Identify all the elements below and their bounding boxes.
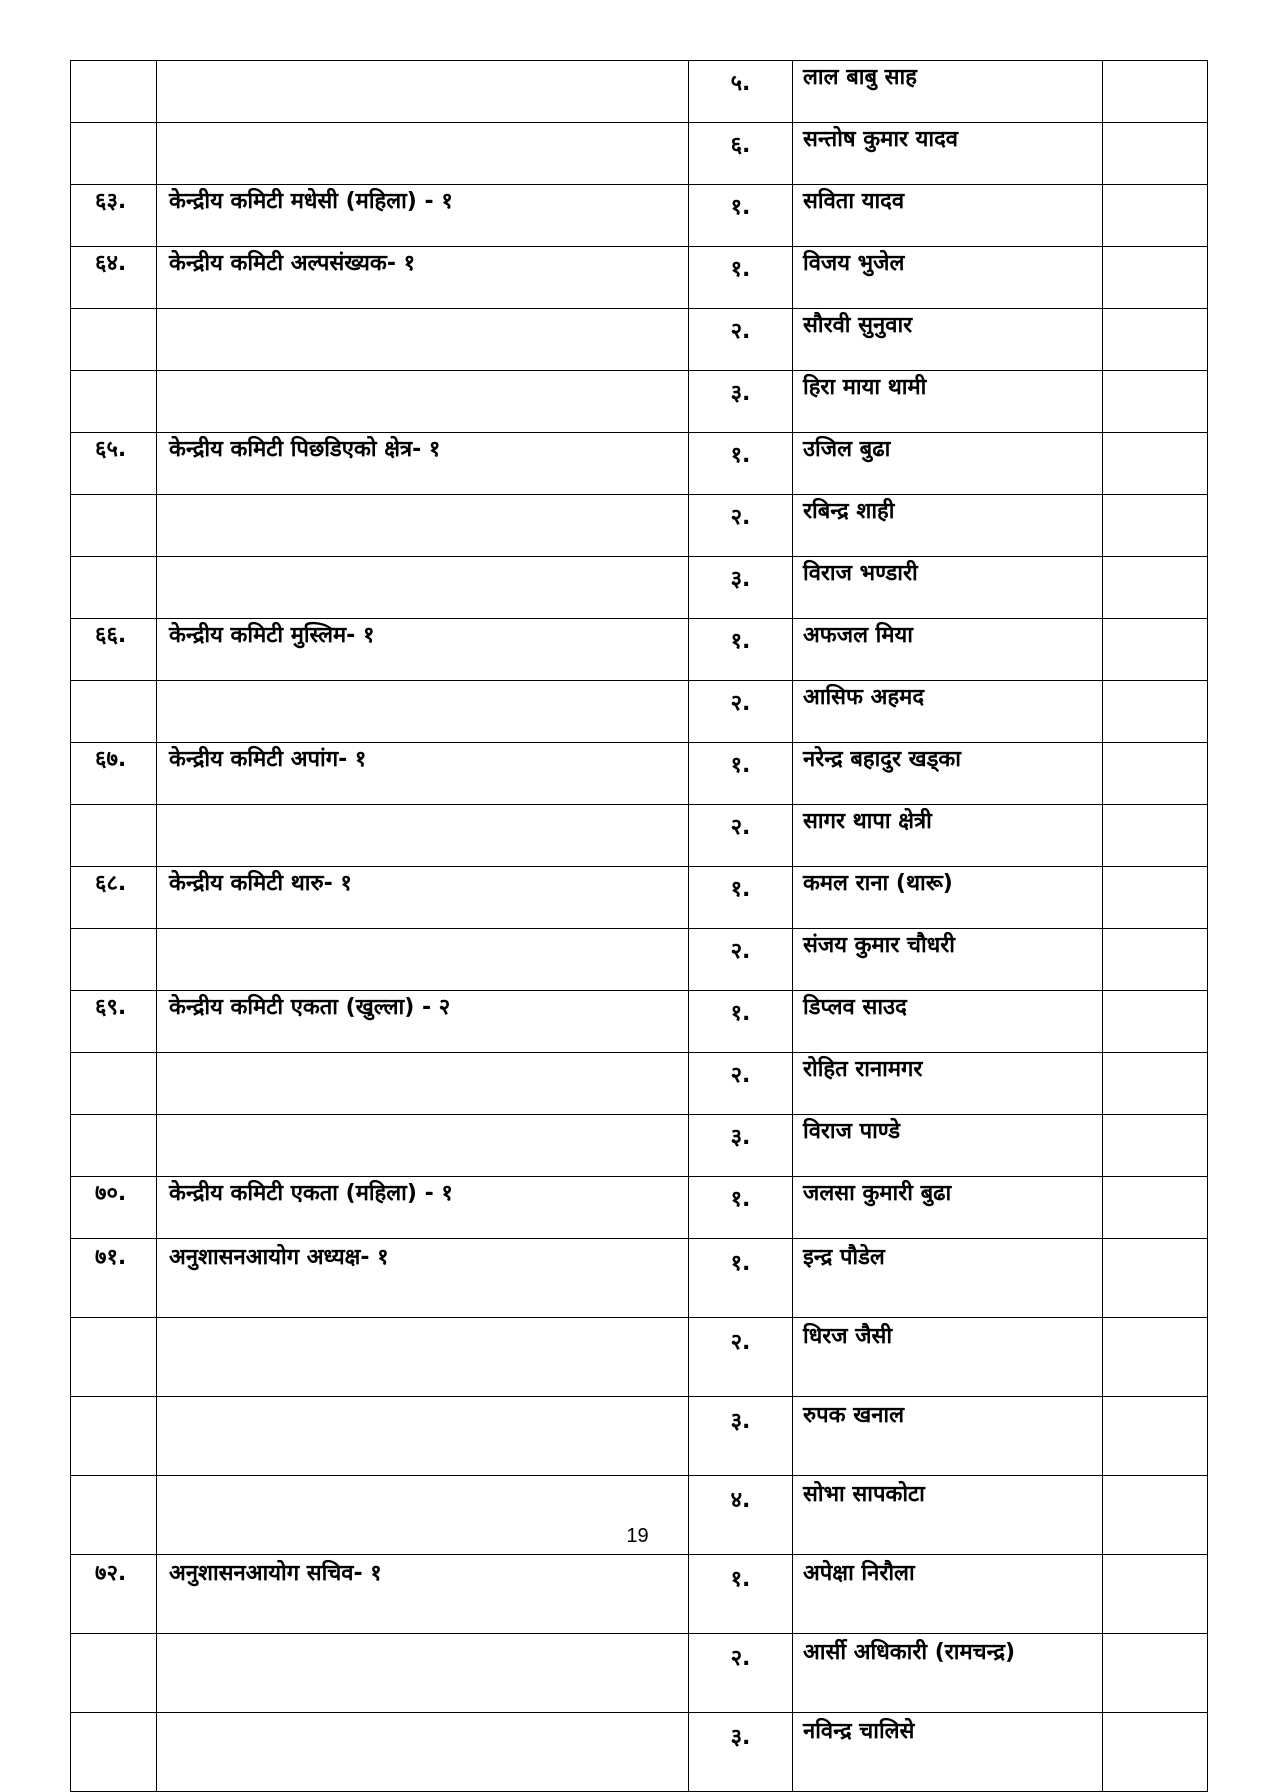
candidate-name-cell: अफजल मिया [793,619,1103,681]
candidate-name-cell: हिरा माया थामी [793,371,1103,433]
remark-cell [1103,61,1208,123]
candidate-number-cell: ३. [689,1713,793,1792]
serial-number-cell [71,309,157,371]
post-title-cell: अनुशासनआयोग सचिव- १ [157,1555,689,1634]
table-row [71,681,1208,743]
serial-number-cell [71,1318,157,1397]
remark-cell [1103,1318,1208,1397]
candidate-number-cell: ६. [689,123,793,185]
candidate-name-cell: उजिल बुढा [793,433,1103,495]
post-title-cell [157,61,689,123]
remark-cell [1103,929,1208,991]
remark-cell [1103,991,1208,1053]
table-row [71,247,1208,309]
remark-cell [1103,495,1208,557]
post-title-cell [157,1053,689,1115]
candidate-number-cell: २. [689,495,793,557]
post-title-cell: केन्द्रीय कमिटी अल्पसंख्यक- १ [157,247,689,309]
table-row [71,805,1208,867]
remark-cell [1103,1397,1208,1476]
post-title-cell: केन्द्रीय कमिटी एकता (खुल्ला) - २ [157,991,689,1053]
candidate-name-cell: रबिन्द्र शाही [793,495,1103,557]
candidate-number-cell: १. [689,1555,793,1634]
serial-number-cell [71,61,157,123]
remark-cell [1103,433,1208,495]
candidate-number-cell: १. [689,1239,793,1318]
serial-number-cell: ६५. [71,433,157,495]
candidate-name-cell: सन्तोष कुमार यादव [793,123,1103,185]
candidate-name-cell: सौरवी सुनुवार [793,309,1103,371]
post-title-cell: केन्द्रीय कमिटी अपांग- १ [157,743,689,805]
candidate-name-cell: विजय भुजेल [793,247,1103,309]
candidate-name-cell: सोभा सापकोटा [793,1476,1103,1555]
serial-number-cell: ६९. [71,991,157,1053]
serial-number-cell: ६८. [71,867,157,929]
table-row [71,61,1208,123]
candidate-number-cell: २. [689,309,793,371]
remark-cell [1103,805,1208,867]
table-row [71,619,1208,681]
post-title-cell [157,495,689,557]
post-title-cell [157,123,689,185]
candidate-number-cell: ५. [689,61,793,123]
candidate-name-cell: आसिफ अहमद [793,681,1103,743]
remark-cell [1103,557,1208,619]
serial-number-cell [71,1713,157,1792]
table-row [71,371,1208,433]
candidate-number-cell: २. [689,929,793,991]
candidate-number-cell: २. [689,1053,793,1115]
candidate-name-cell: इन्द्र पौडेल [793,1239,1103,1318]
candidate-name-cell: जलसा कुमारी बुढा [793,1177,1103,1239]
candidate-name-cell: डिप्लव साउद [793,991,1103,1053]
serial-number-cell: ६४. [71,247,157,309]
table-row [71,867,1208,929]
candidate-name-cell: रोहित रानामगर [793,1053,1103,1115]
remark-cell [1103,1053,1208,1115]
post-title-cell [157,681,689,743]
candidate-number-cell: ३. [689,371,793,433]
table-row [71,309,1208,371]
candidate-name-cell: विराज पाण्डे [793,1115,1103,1177]
candidate-name-cell: अपेक्षा निरौला [793,1555,1103,1634]
candidate-number-cell: ३. [689,557,793,619]
remark-cell [1103,867,1208,929]
table-row [71,1177,1208,1239]
post-title-cell: अनुशासनआयोग अध्यक्ष- १ [157,1239,689,1318]
candidate-number-cell: २. [689,1318,793,1397]
candidate-name-cell: संजय कुमार चौधरी [793,929,1103,991]
post-title-cell [157,805,689,867]
table-row [71,1239,1208,1318]
serial-number-cell [71,681,157,743]
table-row [71,557,1208,619]
post-title-cell [157,1713,689,1792]
candidate-number-cell: १. [689,433,793,495]
serial-number-cell: ७०. [71,1177,157,1239]
candidate-number-cell: १. [689,619,793,681]
candidate-number-cell: १. [689,743,793,805]
remark-cell [1103,1634,1208,1713]
table-row [71,1318,1208,1397]
candidate-name-cell: नरेन्द्र बहादुर खड्का [793,743,1103,805]
table-row [71,1634,1208,1713]
post-title-cell [157,309,689,371]
serial-number-cell [71,805,157,867]
remark-cell [1103,123,1208,185]
post-title-cell: केन्द्रीय कमिटी मधेसी (महिला) - १ [157,185,689,247]
table-row [71,1397,1208,1476]
candidate-number-cell: २. [689,805,793,867]
post-title-cell [157,557,689,619]
serial-number-cell [71,371,157,433]
post-title-cell: केन्द्रीय कमिटी मुस्लिम- १ [157,619,689,681]
candidate-number-cell: २. [689,1634,793,1713]
table-row [71,743,1208,805]
remark-cell [1103,1239,1208,1318]
candidate-number-cell: ४. [689,1476,793,1555]
candidate-name-cell: नविन्द्र चालिसे [793,1713,1103,1792]
remark-cell [1103,185,1208,247]
post-title-cell: केन्द्रीय कमिटी पिछडिएको क्षेत्र- १ [157,433,689,495]
candidate-name-cell: सविता यादव [793,185,1103,247]
serial-number-cell [71,495,157,557]
post-title-cell [157,1634,689,1713]
table-row [71,1713,1208,1792]
candidate-name-cell: रुपक खनाल [793,1397,1103,1476]
candidate-number-cell: १. [689,185,793,247]
remark-cell [1103,681,1208,743]
serial-number-cell: ६३. [71,185,157,247]
table-row [71,123,1208,185]
candidate-number-cell: २. [689,681,793,743]
serial-number-cell [71,1634,157,1713]
table-row [71,1115,1208,1177]
serial-number-cell [71,1115,157,1177]
table-row [71,495,1208,557]
serial-number-cell: ७१. [71,1239,157,1318]
candidate-number-cell: १. [689,1177,793,1239]
remark-cell [1103,1713,1208,1792]
candidate-name-cell: सागर थापा क्षेत्री [793,805,1103,867]
serial-number-cell [71,557,157,619]
remark-cell [1103,371,1208,433]
candidate-name-cell: लाल बाबु साह [793,61,1103,123]
post-title-cell [157,1318,689,1397]
post-title-cell [157,371,689,433]
table-row [71,991,1208,1053]
page-number: 19 [626,1525,649,1547]
serial-number-cell [71,929,157,991]
remark-cell [1103,309,1208,371]
post-title-cell [157,1397,689,1476]
candidate-name-cell: धिरज जैसी [793,1318,1103,1397]
post-title-cell [157,1115,689,1177]
table-row [71,1053,1208,1115]
remark-cell [1103,1115,1208,1177]
post-title-cell: केन्द्रीय कमिटी थारु- १ [157,867,689,929]
serial-number-cell: ६७. [71,743,157,805]
candidate-number-cell: १. [689,991,793,1053]
table-row [71,929,1208,991]
remark-cell [1103,743,1208,805]
candidate-name-cell: विराज भण्डारी [793,557,1103,619]
candidate-name-cell: कमल राना (थारू) [793,867,1103,929]
serial-number-cell [71,1397,157,1476]
candidate-number-cell: ३. [689,1397,793,1476]
table-row [71,185,1208,247]
remark-cell [1103,1555,1208,1634]
table-row [71,433,1208,495]
post-title-cell [157,929,689,991]
remark-cell [1103,247,1208,309]
remark-cell [1103,1177,1208,1239]
remark-cell [1103,619,1208,681]
candidate-number-cell: १. [689,867,793,929]
candidate-number-cell: ३. [689,1115,793,1177]
serial-number-cell: ६६. [71,619,157,681]
serial-number-cell: ७२. [71,1555,157,1634]
serial-number-cell [71,1053,157,1115]
serial-number-cell [71,123,157,185]
post-title-cell: केन्द्रीय कमिटी एकता (महिला) - १ [157,1177,689,1239]
candidate-name-cell: आर्सी अधिकारी (रामचन्द्र) [793,1634,1103,1713]
table-row [71,1555,1208,1634]
candidate-number-cell: १. [689,247,793,309]
